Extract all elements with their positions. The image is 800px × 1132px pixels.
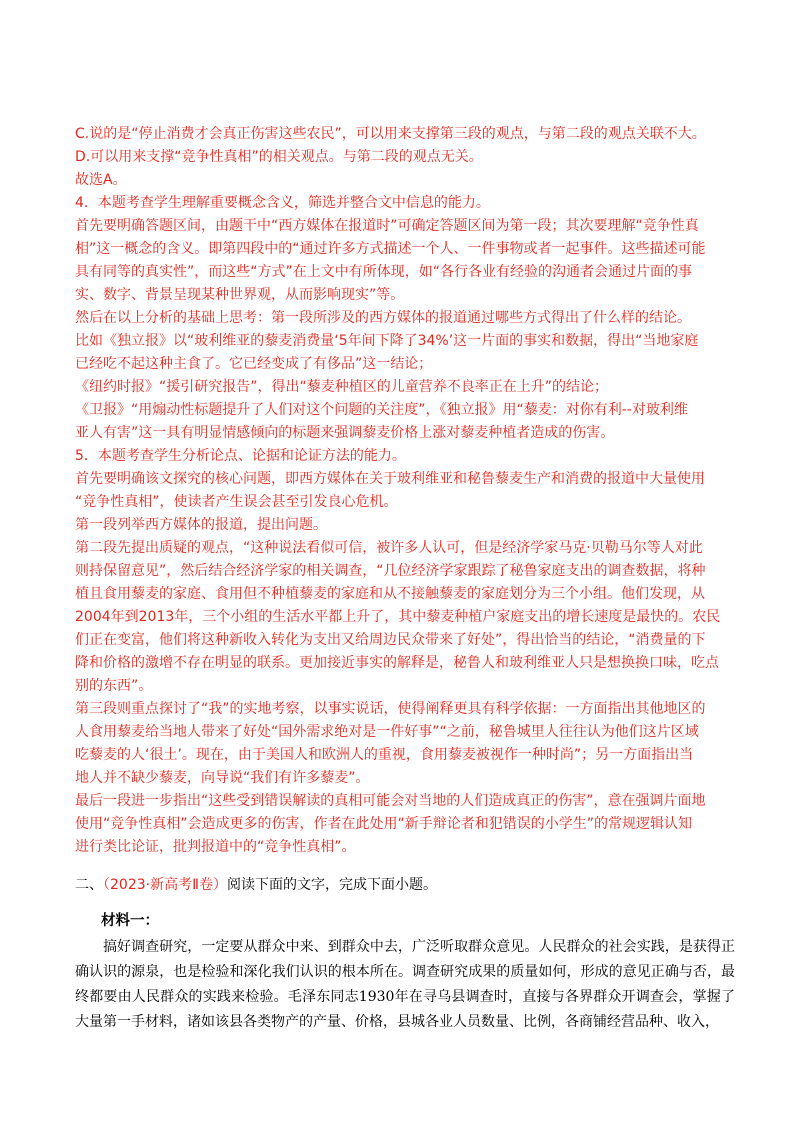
answer-line: 植且食用藜麦的家庭、食用但不种植藜麦的家庭和从不接触藜麦的家庭划分为三个小组。他们发现，从	[75, 586, 705, 602]
answer-line: 4．本题考查学生理解重要概念含义，筛选并整合文中信息的能力。	[75, 195, 490, 211]
answer-line: 已经吃不起这种主食了。它已经变成了有侈品”这一结论；	[75, 356, 433, 372]
question-instruction: 阅读下面的文字，完成下面小题。	[226, 877, 437, 893]
material-title: 材料一：	[101, 913, 159, 929]
answer-line: 第二段先提出质疑的观点，“这种说法看似可信，被许多人认可，但是经济学家马克·贝勒马尔等人对此	[75, 540, 703, 556]
answer-line: C.说的是“停止消费才会真正伤害这些农民”，可以用来支撑第三段的观点，与第二段的观点关联不大。	[75, 126, 706, 142]
answer-line: 亚人有害”这一具有明显情感倾向的标题来强调藜麦价格上涨对藜麦种植者造成的伤害。	[75, 425, 615, 441]
answer-line: 相”这一概念的含义。即第四段中的“通过许多方式描述一个人、一件事物或者一起事件。这些描述可能	[75, 241, 706, 257]
answer-line: 5．本题考查学生分析论点、论据和论证方法的能力。	[75, 448, 406, 464]
answer-line: D.可以用来支撑“竞争性真相”的相关观点。与第二段的观点无关。	[75, 149, 483, 165]
answer-line: 则持保留意见”，然后结合经济学家的相关调查，“几位经济学家跟踪了秘鲁家庭支出的调查数据，将种	[75, 563, 706, 579]
answer-line: 然后在以上分析的基础上思考：第一段所涉及的西方媒体的报道通过哪些方式得出了什么样的结论。	[75, 310, 691, 326]
answer-line: 实、数字、背景呈现某种世界观，从而影响现实”等。	[75, 287, 405, 303]
answer-explanation	[75, 123, 735, 859]
answer-line: 降和价格的激增不存在明显的联系。更加接近事实的解释是，秘鲁人和玻利维亚人只是想换换口味，吃点	[75, 655, 719, 671]
answer-line: 首先要明确答题区间，由题干中“西方媒体在报道时”可确定答题区间为第一段；其次要理解“竞争性真	[75, 218, 699, 234]
answer-line: 第一段列举西方媒体的报道，提出问题。	[75, 517, 327, 533]
answer-line: 人食用藜麦给当地人带来了好处“国外需求绝对是一件好事”“之前，秘鲁城里人往往认为他们这片区域	[75, 724, 699, 740]
answer-line: 进行类比论证，批判报道中的“竞争性真相”。	[75, 839, 356, 855]
answer-line: 故选A。	[75, 172, 127, 188]
answer-line: 地人并不缺少藜麦，向导说“我们有许多藜麦”。	[75, 770, 370, 786]
answer-line: 最后一段进一步指出“这些受到错误解读的真相可能会对当地的人们造成真正的伤害”，意在强调片面地	[75, 793, 706, 809]
question-number: 二、	[75, 877, 103, 893]
answer-line: 具有同等的真实性”，而这些“方式”在上文中有所体现，如“各行各业有经验的沟通者会通过片面的事	[75, 264, 693, 280]
answer-line: 比如《独立报》以“玻利维亚的藜麦消费量‘5年间下降了34%’这一片面的事实和数据，得出“当地家庭	[75, 333, 699, 349]
answer-line: 《卫报》“用煽动性标题提升了人们对这个问题的关注度”，《独立报》用“藜麦：对你有利--对玻利维	[75, 402, 688, 418]
answer-line: 别的东西”。	[75, 678, 153, 694]
answer-line: “竞争性真相”，使读者产生误会甚至引发良心危机。	[75, 494, 398, 510]
material-text: 搞好调查研究，一定要从群众中来、到群众中去，广泛听取群众意见。人民群众的社会实践，是获得正确认识的源泉，也是检验和深化我们认识的根本所在。调查研究成果的质量如何，形成的意见正确与否，最终都要由人民群众的实践来检验。毛泽东同志1930年在寻乌县调查时，直接与各界群众开调查会，掌握了大量第一手材料，诸如该县各类物产的产量、价格，县城各业人员数量、比例，各商铺经营品种、收入，	[75, 939, 735, 1030]
answer-line: 2004年到2013年，三个小组的生活水平都上升了，其中藜麦种植户家庭支出的增长速度是最快的。农民	[75, 609, 721, 625]
answer-line: 们正在变富，他们将这种新收入转化为支出又给周边民众带来了好处”，得出恰当的结论，“消费量的下	[75, 632, 706, 648]
answer-line: 吃藜麦的人‘很土’。现在，由于美国人和欧洲人的重视，食用藜麦被视作一种时尚”；另一方面指出当	[75, 747, 694, 763]
answer-line: 首先要明确该文探究的核心问题，即西方媒体在关于玻利维亚和秘鲁藜麦生产和消费的报道中大量使用	[75, 471, 705, 487]
answer-line: 使用“竞争性真相”会造成更多的伤害，作者在此处用“新手辩论者和犯错误的小学生”的常规逻辑认知	[75, 816, 693, 832]
question-heading	[75, 874, 735, 897]
answer-line: 第三段则重点探讨了“我”的实地考察，以事实说话，使得阐释更具有科学依据：一方面指出其他地区的	[75, 701, 706, 717]
material-section	[75, 909, 735, 1035]
question-source: （2023·新高考Ⅱ卷）	[103, 877, 227, 893]
answer-line: 《纽约时报》“援引研究报告”，得出“藜麦种植区的儿童营养不良率正在上升”的结论；	[75, 379, 609, 395]
